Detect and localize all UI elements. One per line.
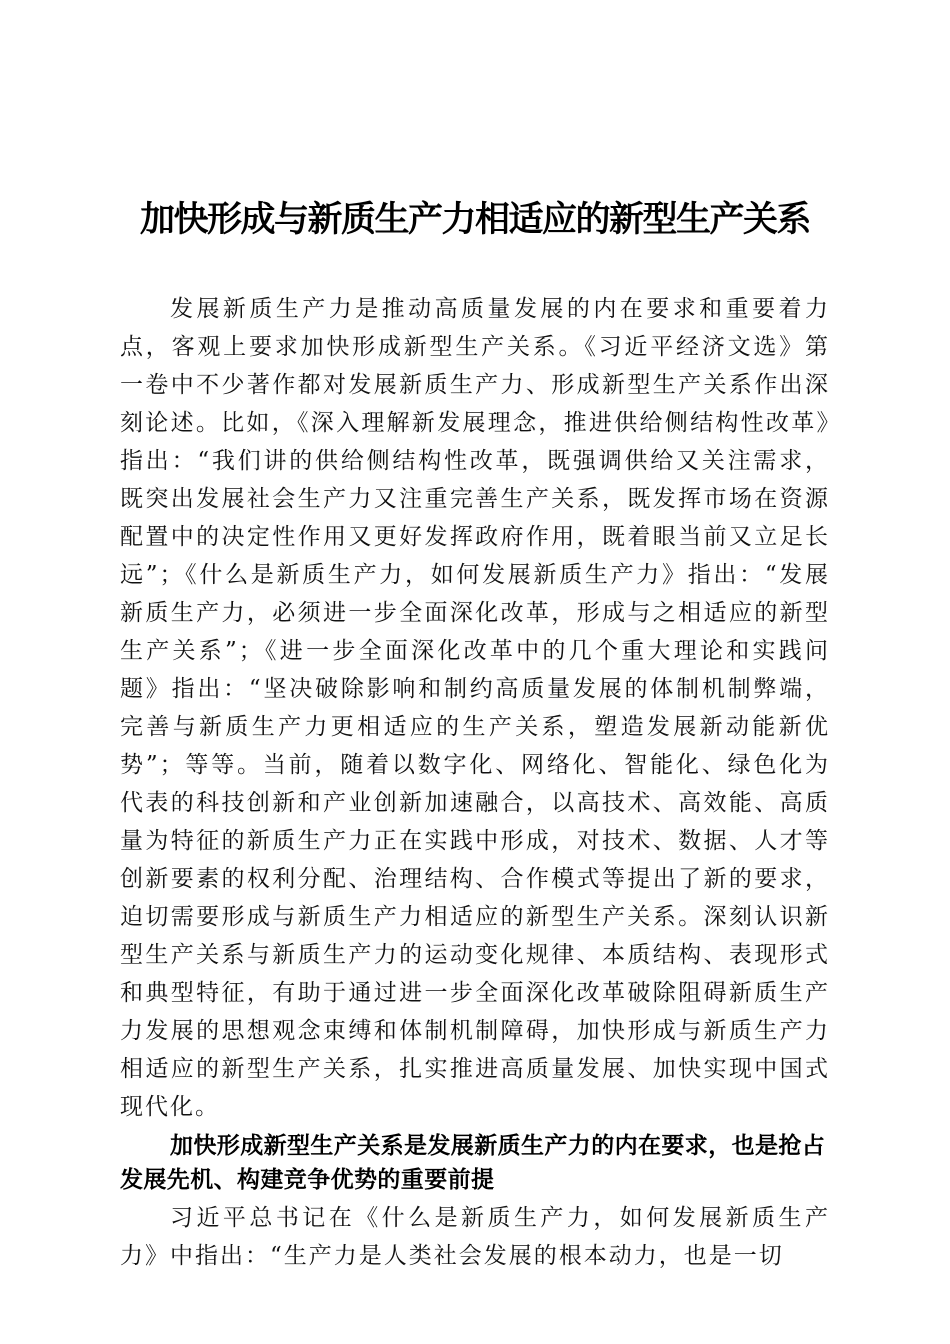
document-title: 加快形成与新质生产力相适应的新型生产关系 [139, 199, 810, 240]
body-paragraph-1: 发展新质生产力是推动高质量发展的内在要求和重要着力点，客观上要求加快形成新型生产关系。《习近平经济文选》第一卷中不少著作都对发展新质生产力、形成新型生产关系作出深刻论述。比如，《深入理解新发展理念，推进供给侧结构性改革》指出：“我们讲的供给侧结构性改革，既强调供给又关注需求，既突出发展社会生产力又注重完善生产关系，既发挥市场在资源配置中的决定性作用又更好发挥政府作用，既着眼当前又立足长远”；《什么是新质生产力，如何发展新质生产力》指出：“发展新质生产力，必须进一步全面深化改革，形成与之相适应的新型生产关系”；《进一步全面深化改革中的几个重大理论和实践问题》指出：“坚决破除影响和制约高质量发展的体制机制弊端，完善与新质生产力更相适应的生产关系，塑造发展新动能新优势”；等等。当前，随着以数字化、网络化、智能化、绿色化为代表的科技创新和产业创新加速融合，以高技术、高效能、高质量为特征的新质生产力正在实践中形成，对技术、数据、人才等创新要素的权利分配、治理结构、合作模式等提出了新的要求，迫切需要形成与新质生产力相适应的新型生产关系。深刻认识新型生产关系与新质生产力的运动变化规律、本质结构、表现形式和典型特征，有助于通过进一步全面深化改革破除阻碍新质生产力发展的思想观念束缚和体制机制障碍，加快形成与新质生产力相适应的新型生产关系，扎实推进高质量发展、加快实现中国式现代化。 [120, 296, 830, 1120]
section-heading: 加快形成新型生产关系是发展新质生产力的内在要求，也是抢占发展先机、构建竞争优势的重要前提 [120, 1133, 826, 1193]
body-paragraph-2: 习近平总书记在《什么是新质生产力，如何发展新质生产力》中指出：“生产力是人类社会发展的根本动力，也是一切 [120, 1205, 830, 1269]
document-body [120, 290, 830, 1275]
